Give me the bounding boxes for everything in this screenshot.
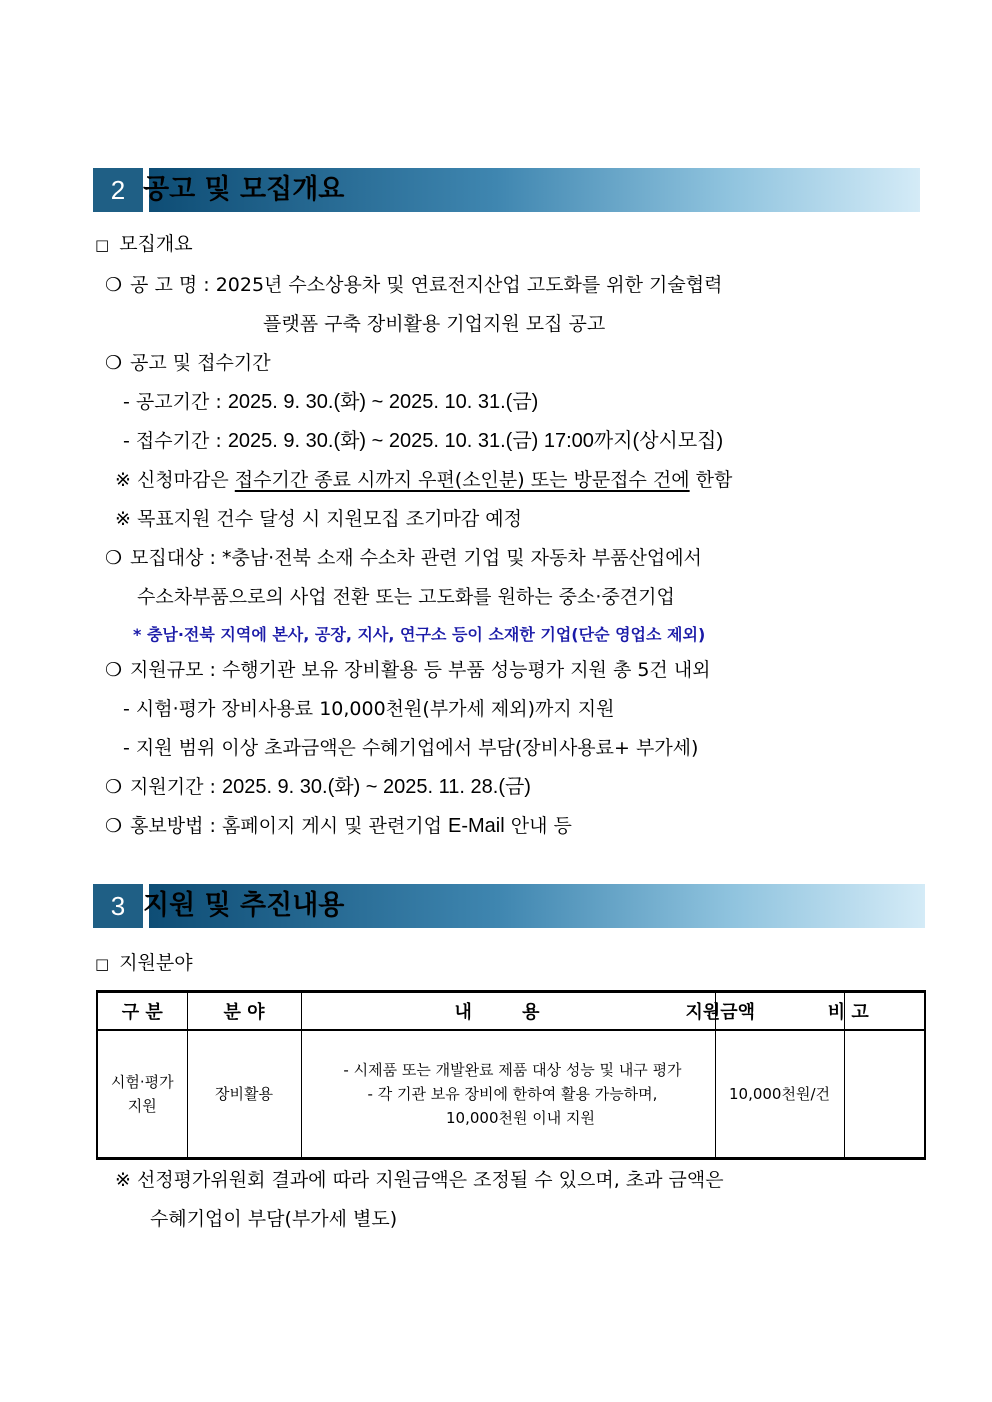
announcement-name-line: ❍ 공 고 명 : 2025년 수소상용차 및 연료전지산업 고도화를 위한 기술협력 bbox=[105, 274, 723, 296]
target-line2: 수소차부품으로의 사업 전환 또는 고도화를 원하는 중소·중견기업 bbox=[137, 586, 675, 608]
deadline-underlined: 접수기간 종료 시까지 우편(소인분) 또는 방문접수 건에 bbox=[234, 469, 690, 491]
section-3-header bbox=[93, 884, 925, 928]
circle-bullet-icon: ❍ bbox=[105, 352, 123, 374]
target-line1: ❍ 모집대상 : *충남·전북 소재 수소차 관련 기업 및 자동차 부품산업에서 bbox=[105, 547, 702, 569]
circle-bullet-icon: ❍ bbox=[105, 547, 123, 569]
cell-amount: 10,000천원/건 bbox=[715, 1030, 844, 1159]
square-bullet-icon: □ bbox=[95, 236, 110, 254]
header-field: 분 야 bbox=[187, 992, 301, 1031]
circle-bullet-icon: ❍ bbox=[105, 274, 123, 296]
header-content: 내 용 bbox=[301, 992, 715, 1031]
header-note: 비 고 bbox=[808, 992, 889, 1031]
deadline-note: ※ 신청마감은 접수기간 종료 시까지 우편(소인분) 또는 방문접수 건에 한함 bbox=[115, 469, 733, 491]
announcement-name-line2: 플랫폼 구축 장비활용 기업지원 모집 공고 bbox=[263, 313, 606, 335]
table-header-row bbox=[97, 992, 925, 1031]
scale-line: ❍ 지원규모 : 수행기관 보유 장비활용 등 부품 성능평가 지원 총 5건 내외 bbox=[105, 659, 711, 681]
circle-bullet-icon: ❍ bbox=[105, 776, 123, 798]
circle-bullet-icon: ❍ bbox=[105, 815, 123, 837]
cell-content: - 시제품 또는 개발완료 제품 대상 성능 및 내구 평가 - 각 기관 보유 장비에 한하여 활용 가능하며, 10,000천원 이내 지원 bbox=[301, 1030, 715, 1159]
section-2-header bbox=[93, 168, 920, 212]
table-row bbox=[97, 1030, 925, 1159]
period-title: ❍ 공고 및 접수기간 bbox=[105, 352, 271, 374]
support-period: ❍ 지원기간 : 2025. 9. 30.(화) ~ 2025. 11. 28.(금) bbox=[105, 776, 531, 798]
footnote-line2: 수혜기업이 부담(부가세 별도) bbox=[150, 1208, 398, 1230]
early-close-note: ※ 목표지원 건수 달성 시 지원모집 조기마감 예정 bbox=[115, 508, 522, 530]
promo-line: ❍ 홍보방법 : 홈페이지 게시 및 관련기업 E-Mail 안내 등 bbox=[105, 815, 572, 837]
section-3-title: 지원 및 추진내용 bbox=[143, 890, 345, 921]
section-2-number: 2 bbox=[93, 168, 143, 212]
square-bullet-icon: □ bbox=[95, 955, 110, 973]
notice-period: - 공고기간 : 2025. 9. 30.(화) ~ 2025. 10. 31.(금) bbox=[123, 391, 539, 413]
apply-period: - 접수기간 : 2025. 9. 30.(화) ~ 2025. 10. 31.(금) 17:00까지(상시모집) bbox=[123, 430, 724, 452]
scale-sub2: - 지원 범위 이상 초과금액은 수혜기업에서 부담(장비사용료+ 부가세) bbox=[123, 737, 699, 759]
cell-category: 시험·평가 지원 bbox=[97, 1030, 187, 1159]
section-3-number: 3 bbox=[93, 884, 143, 928]
cell-field: 장비활용 bbox=[187, 1030, 301, 1159]
support-table bbox=[96, 990, 926, 1160]
cell-note bbox=[844, 1030, 925, 1159]
target-note: * 충남·전북 지역에 본사, 공장, 지사, 연구소 등이 소재한 기업(단순 영업소 제외) bbox=[133, 625, 706, 644]
footnote-line1: ※ 선정평가위원회 결과에 따라 지원금액은 조정될 수 있으며, 초과 금액은 bbox=[115, 1169, 724, 1191]
scale-sub1: - 시험·평가 장비사용료 10,000천원(부가세 제외)까지 지원 bbox=[123, 698, 615, 720]
header-category: 구 분 bbox=[97, 992, 187, 1031]
subhead-recruit-overview: □ 모집개요 bbox=[95, 233, 193, 255]
circle-bullet-icon: ❍ bbox=[105, 659, 123, 681]
section-2-title: 공고 및 모집개요 bbox=[143, 174, 345, 205]
header-amount: 지원금액 bbox=[685, 992, 814, 1031]
subhead-support-field: □ 지원분야 bbox=[95, 952, 193, 974]
